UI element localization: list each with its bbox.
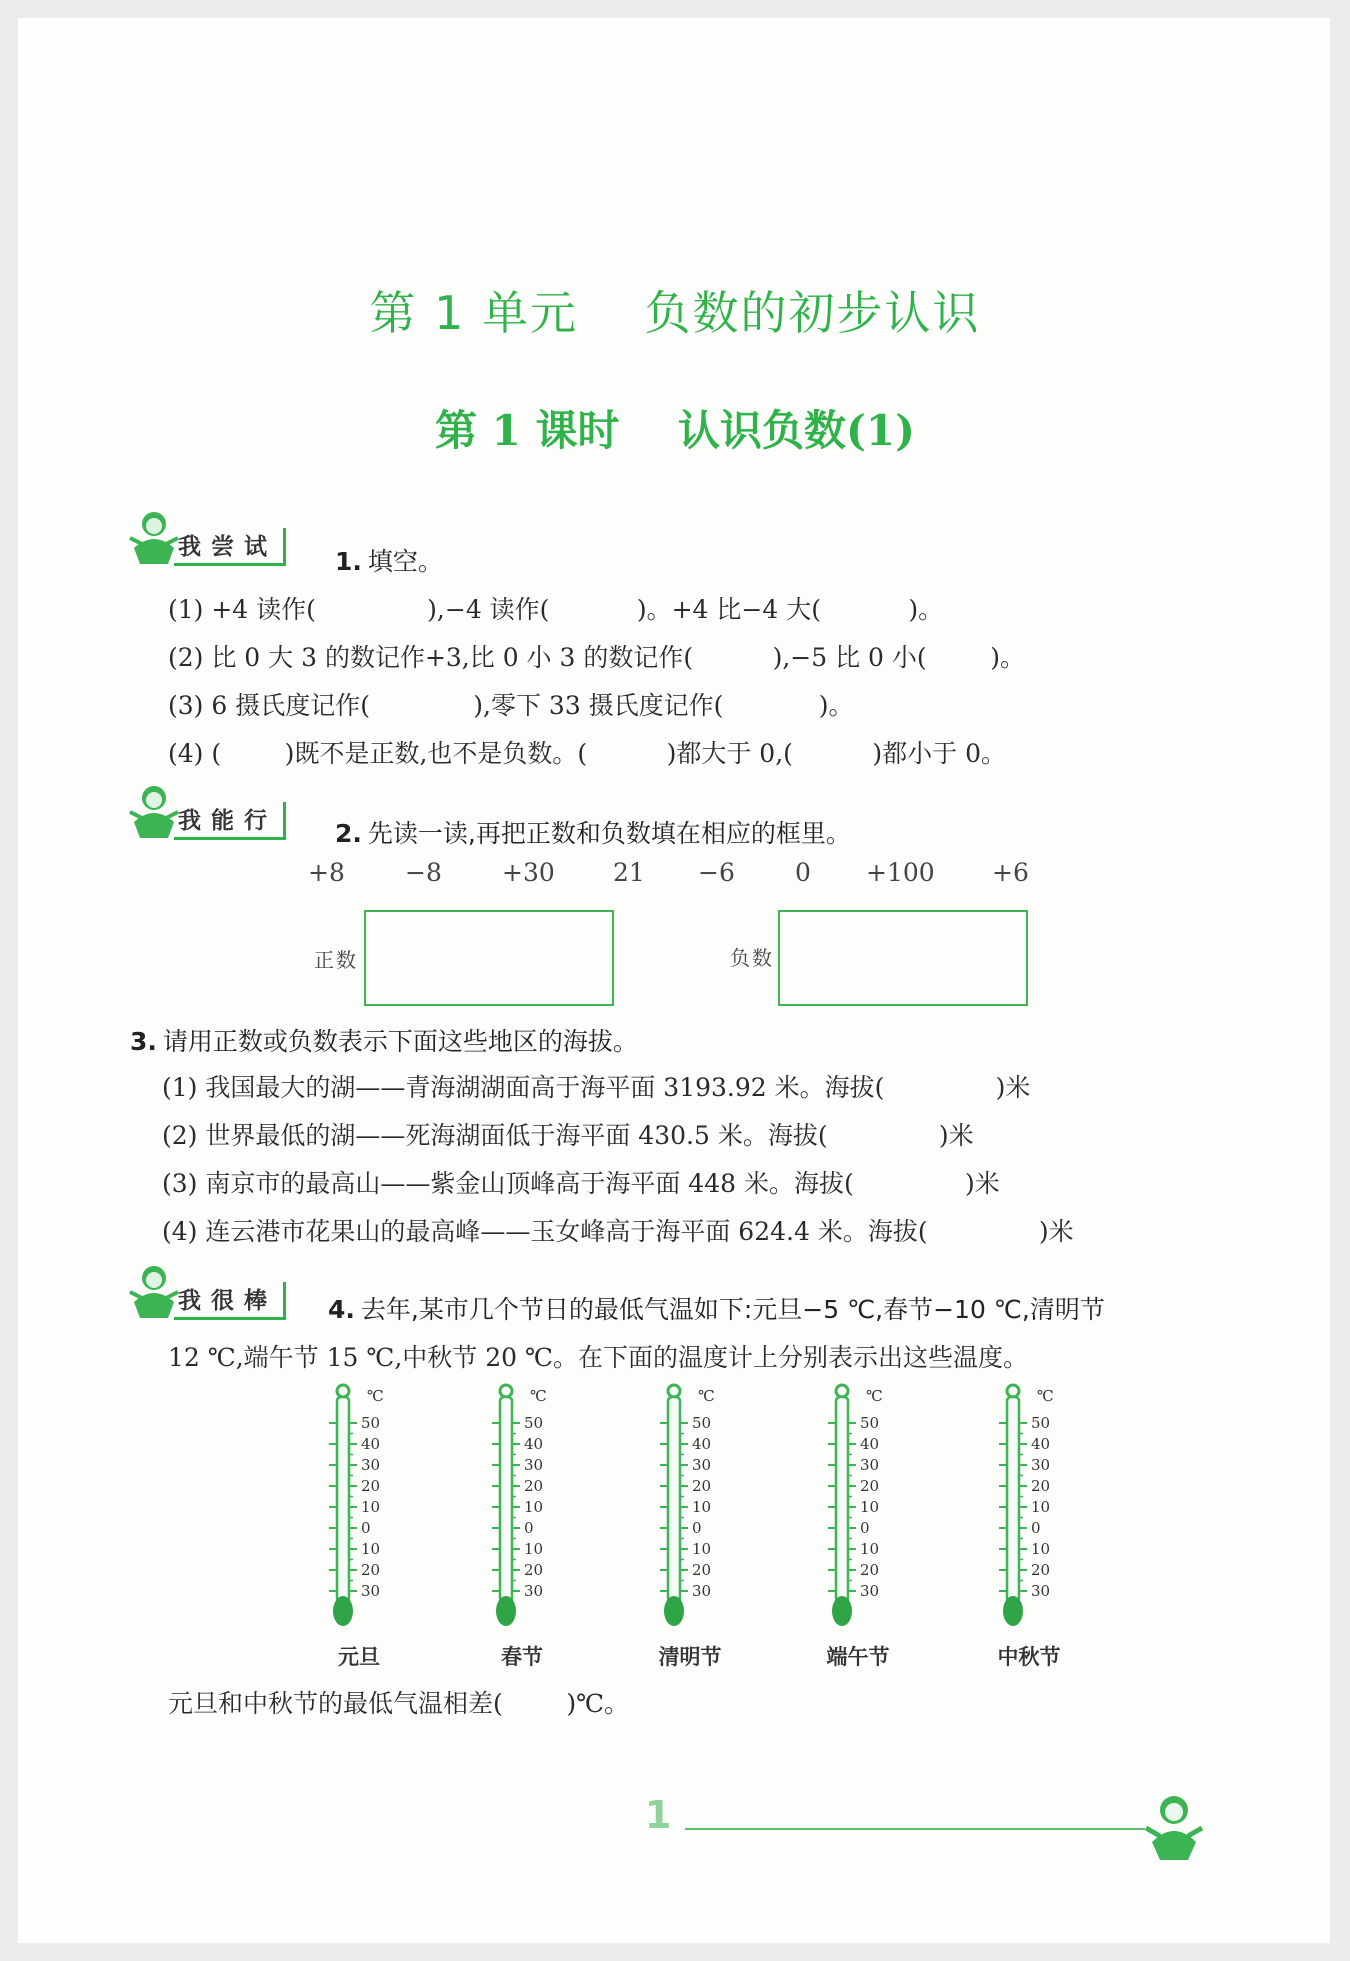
thermometer-scale-label: 30 [1031,1582,1051,1600]
thermometer-scale-label: 30 [860,1582,880,1600]
mascot-icon [128,508,180,566]
thermometer-label: 中秋节 [997,1645,1061,1669]
thermometer-unit: ℃ [530,1387,547,1405]
thermometer-scale-label: 10 [524,1540,544,1558]
thermometer-scale-label: 20 [361,1561,381,1579]
q2-text: 先读一读,再把正数和负数填在相应的框里。 [367,819,851,848]
number-item: +100 [866,858,935,887]
mascot-icon [128,782,180,840]
q4-followup: 元旦和中秋节的最低气温相差( )℃。 [168,1689,630,1718]
badge-label-try: 我尝试 [174,528,286,566]
thermometer-scale-label: 30 [361,1456,381,1474]
number-item: +6 [992,858,1029,887]
thermometer-top-ring [500,1385,512,1397]
thermometer-bulb [1003,1596,1023,1626]
q4-title-line-2: 12 ℃,端午节 15 ℃,中秋节 20 ℃。在下面的温度计上分别表示出这些温度。 [168,1343,1028,1372]
positive-label: 正数 [314,948,358,972]
number-item: −8 [405,858,442,887]
lesson-title: 第 1 课时 认识负数(1) [435,406,915,455]
q1-line-2: (2) 比 0 大 3 的数记作+3,比 0 小 3 的数记作( ),−5 比 0 小( )。 [168,643,1025,672]
number-item: +8 [308,858,345,887]
thermometer-scale-label: 10 [361,1540,381,1558]
positive-answer-box[interactable] [364,910,614,1006]
section-badge-try [128,508,286,566]
footer-rule [685,1828,1145,1830]
q4-number: 4. [328,1295,355,1324]
thermometer-scale-label: 10 [860,1540,880,1558]
q1-line-4: (4) ( )既不是正数,也不是负数。( )都大于 0,( )都小于 0。 [168,739,1006,768]
thermometer-bulb [496,1596,516,1626]
thermometer-scale-label: 20 [361,1477,381,1495]
mascot-icon [1142,1790,1206,1866]
thermometer-unit: ℃ [1037,1387,1054,1405]
thermometer-graphic [993,1383,1093,1633]
badge-label-great: 我很棒 [174,1282,286,1320]
q1-line-3: (3) 6 摄氏度记作( ),零下 33 摄氏度记作( )。 [168,691,854,720]
thermometer-scale-label: 20 [524,1477,544,1495]
thermometer-scale-label: 20 [1031,1477,1051,1495]
negative-label: 负数 [730,946,774,970]
thermometer-scale-label: 30 [524,1456,544,1474]
thermometer-scale-label: 0 [860,1519,870,1537]
thermometer-bulb [832,1596,852,1626]
number-item: +30 [502,858,555,887]
q3-number: 3. [130,1027,157,1056]
thermometer-scale-label: 50 [361,1414,381,1432]
q3-line-2: (2) 世界最低的湖——死海湖面低于海平面 430.5 米。海拔( )米 [162,1121,974,1150]
thermometer-scale-label: 0 [1031,1519,1041,1537]
thermometer-scale-label: 30 [692,1582,712,1600]
thermometer-top-ring [836,1385,848,1397]
thermometer-scale-label: 10 [692,1540,712,1558]
thermometer[interactable] [822,1383,922,1673]
thermometer-scale-label: 10 [524,1498,544,1516]
q2-number: 2. [335,819,362,848]
q1-line-1: (1) +4 读作( ),−4 读作( )。+4 比−4 大( )。 [168,595,944,624]
thermometer-graphic [654,1383,754,1633]
thermometer-unit: ℃ [866,1387,883,1405]
thermometer-top-ring [1007,1385,1019,1397]
thermometer-scale-label: 50 [692,1414,712,1432]
thermometer-bulb [333,1596,353,1626]
thermometer-scale-label: 0 [361,1519,371,1537]
thermometer-scale-label: 50 [860,1414,880,1432]
thermometer-label: 春节 [501,1645,543,1669]
thermometer-scale-label: 30 [524,1582,544,1600]
q4-title [328,1290,1105,1326]
thermometer-scale-label: 40 [1031,1435,1051,1453]
q3-title [130,1022,638,1058]
thermometer-scale-label: 10 [361,1498,381,1516]
thermometer-graphic [323,1383,423,1633]
q1-number: 1. [335,547,362,576]
thermometer-top-ring [668,1385,680,1397]
q1-title [335,542,443,578]
thermometer-scale-label: 10 [1031,1498,1051,1516]
thermometer-scale-label: 30 [860,1456,880,1474]
number-item: 0 [795,858,811,887]
thermometer-scale-label: 20 [524,1561,544,1579]
section-badge-great [128,1262,286,1320]
number-item: −6 [698,858,735,887]
thermometer[interactable] [486,1383,586,1673]
thermometer-unit: ℃ [367,1387,384,1405]
q3-line-3: (3) 南京市的最高山——紫金山顶峰高于海平面 448 米。海拔( )米 [162,1169,1000,1198]
thermometer-top-ring [337,1385,349,1397]
q3-line-4: (4) 连云港市花果山的最高峰——玉女峰高于海平面 624.4 米。海拔( )米 [162,1217,1074,1246]
q3-line-1: (1) 我国最大的湖——青海湖湖面高于海平面 3193.92 米。海拔( )米 [162,1073,1031,1102]
thermometer-scale-label: 10 [860,1498,880,1516]
number-item: 21 [613,858,645,887]
q2-title [335,814,851,850]
thermometer-scale-label: 50 [1031,1414,1051,1432]
thermometer-label: 元旦 [338,1645,380,1669]
thermometer-scale-label: 30 [1031,1456,1051,1474]
thermometer-scale-label: 40 [524,1435,544,1453]
thermometer-scale-label: 20 [860,1561,880,1579]
thermometer-graphic [822,1383,922,1633]
thermometer-scale-label: 20 [860,1477,880,1495]
thermometer-tube [668,1397,680,1602]
thermometer-tube [836,1397,848,1602]
thermometer-scale-label: 20 [692,1477,712,1495]
thermometer-scale-label: 10 [692,1498,712,1516]
thermometer-label: 清明节 [658,1645,722,1669]
negative-answer-box[interactable] [778,910,1028,1006]
thermometer-scale-label: 40 [692,1435,712,1453]
thermometer-scale-label: 10 [1031,1540,1051,1558]
thermometer-scale-label: 50 [524,1414,544,1432]
thermometer-scale-label: 20 [692,1561,712,1579]
thermometer-scale-label: 0 [524,1519,534,1537]
q1-text: 填空。 [367,547,443,576]
badge-label-can: 我能行 [174,802,286,840]
thermometer-tube [337,1397,349,1602]
thermometer-unit: ℃ [698,1387,715,1405]
q4-text: 去年,某市几个节日的最低气温如下:元旦−5 ℃,春节−10 ℃,清明节 [360,1295,1105,1324]
thermometer-scale-label: 0 [692,1519,702,1537]
unit-title: 第 1 单元 负数的初步认识 [369,286,981,340]
thermometer-bulb [664,1596,684,1626]
thermometer-tube [500,1397,512,1602]
thermometer[interactable] [993,1383,1093,1673]
thermometer-tube [1007,1397,1019,1602]
thermometer-scale-label: 30 [692,1456,712,1474]
thermometer-scale-label: 20 [1031,1561,1051,1579]
q3-text: 请用正数或负数表示下面这些地区的海拔。 [162,1027,638,1056]
thermometer-scale-label: 30 [361,1582,381,1600]
page-number: 1 [645,1793,672,1837]
section-badge-can [128,782,286,840]
thermometer[interactable] [654,1383,754,1673]
thermometer-scale-label: 40 [361,1435,381,1453]
thermometer-graphic [486,1383,586,1633]
thermometer[interactable] [323,1383,423,1673]
thermometer-label: 端午节 [826,1645,890,1669]
thermometer-scale-label: 40 [860,1435,880,1453]
mascot-icon [128,1262,180,1320]
